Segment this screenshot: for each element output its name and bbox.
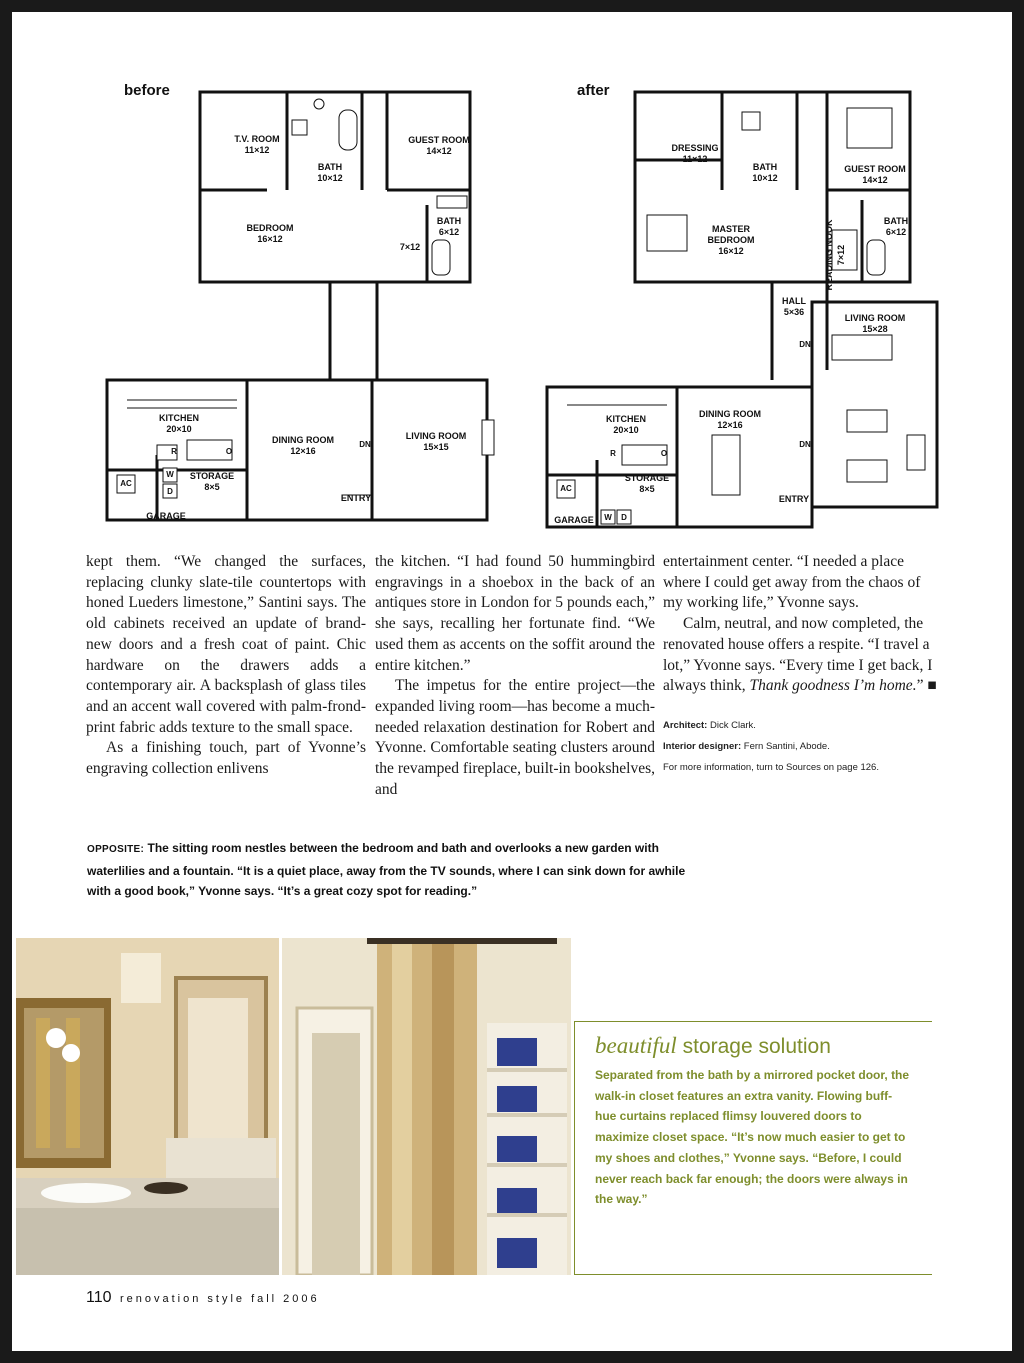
article-column-1 xyxy=(86,552,366,780)
architect-credit: Architect: Dick Clark. xyxy=(663,719,756,731)
sidebar-title xyxy=(595,1034,912,1059)
publication-name: renovation style fall 2006 xyxy=(119,1293,320,1305)
before-entry-label: ENTRY xyxy=(340,493,372,503)
after-dining-size: 12×16 xyxy=(717,420,743,430)
after-kitchen-label: KITCHEN xyxy=(606,414,646,424)
tv-room-size: 11×12 xyxy=(244,145,270,155)
dressing-size: 11×12 xyxy=(682,154,708,164)
after-storage-label: STORAGE xyxy=(624,473,670,483)
before-r-label: R xyxy=(171,447,177,456)
reading-nook-size: 7×12 xyxy=(836,244,846,266)
after-guest-room-label: GUEST ROOM xyxy=(844,164,906,174)
bathroom-vanity-photo xyxy=(16,938,279,1275)
walk-in-closet-illustration xyxy=(282,938,571,1275)
col3-paragraph-2 xyxy=(663,614,943,697)
before-guest-room-label: GUEST ROOM xyxy=(408,135,470,145)
before-o-label: O xyxy=(225,447,233,456)
after-dn-label-2: DN xyxy=(799,440,811,449)
after-floor-plan xyxy=(527,90,947,530)
after-o-label: O xyxy=(660,449,668,458)
sidebar-title-script: beautiful xyxy=(595,1033,677,1058)
col3-end-mark: ” ■ xyxy=(916,677,937,695)
before-ac-label: AC xyxy=(120,479,132,488)
dressing-label: DRESSING xyxy=(671,143,719,153)
after-dining-label: DINING ROOM xyxy=(699,409,761,419)
before-small-bath-label: BATH xyxy=(436,216,462,226)
before-kitchen-size: 20×10 xyxy=(166,424,192,434)
before-dining-label: DINING ROOM xyxy=(272,435,334,445)
before-plan-label: before xyxy=(124,82,170,99)
col3-paragraph-1: entertainment center. “I needed a place where I could get away from the chaos of my working life,” Yvonne says. xyxy=(663,553,921,612)
before-small-bath-size: 6×12 xyxy=(438,227,460,237)
col2-paragraph-1: the kitchen. “I had found 50 hummingbird engravings in a shoebox in the back of an antiques store in London for 5 pounds each,” she says, recalling her fortunate find. “We used them as accents on the soffit around the entire kitchen.” xyxy=(375,553,655,674)
designer-credit: Interior designer: Fern Santini, Abode. xyxy=(663,740,830,752)
before-d-label: D xyxy=(167,487,173,496)
before-hall-size: 7×12 xyxy=(399,242,421,252)
after-living-size: 15×28 xyxy=(862,324,888,334)
sources-note: For more information, turn to Sources on page 126. xyxy=(663,761,879,773)
before-storage-size: 8×5 xyxy=(204,482,220,492)
walk-in-closet-photo xyxy=(282,938,571,1275)
after-living-label: LIVING ROOM xyxy=(844,313,906,323)
col3-paragraph-2-text: Calm, neutral, and now completed, the renovated house offers a respite. “I travel a lot,” Yvonne says. “Every time I get back, I always think, xyxy=(663,615,933,695)
before-dining-size: 12×16 xyxy=(290,446,316,456)
before-bath-size: 10×12 xyxy=(317,173,343,183)
sidebar-title-rest: storage solution xyxy=(676,1035,831,1058)
after-ac-label: AC xyxy=(560,484,572,493)
master-bedroom-label: BEDROOM xyxy=(707,235,755,245)
article-column-2 xyxy=(375,552,655,800)
magazine-page xyxy=(12,12,1012,1351)
photo-caption xyxy=(87,838,697,902)
before-garage-label: GARAGE xyxy=(146,511,186,521)
article-column-3 xyxy=(663,552,943,774)
after-w-label: W xyxy=(604,513,612,522)
before-living-size: 15×15 xyxy=(423,442,449,452)
after-garage-label: GARAGE xyxy=(554,515,594,525)
before-floor-plan xyxy=(87,90,507,530)
before-dn-label: DN xyxy=(359,440,371,449)
caption-lead: OPPOSITE: xyxy=(87,844,145,855)
after-storage-size: 8×5 xyxy=(639,484,655,494)
after-dn-label-1: DN xyxy=(799,340,811,349)
before-bath-label: BATH xyxy=(317,162,343,172)
after-entry-label: ENTRY xyxy=(778,494,810,504)
sidebar-body: Separated from the bath by a mirrored pocket door, the walk-in closet features an extra vanity. Flowing buff-hue curtains replaced flimsy louvered doors to maximize closet space. “It’s now much easier to get to my shoes and clothes,” Yvonne says. “Before, I could never reach back far enough; the doors were always in the way.” xyxy=(595,1068,910,1207)
after-kitchen-size: 20×10 xyxy=(613,425,639,435)
after-small-bath-label: BATH xyxy=(883,216,909,226)
bedroom-label: BEDROOM xyxy=(246,223,294,233)
hall-label: HALL xyxy=(782,296,806,306)
reading-nook-label: READING NOOK xyxy=(824,219,834,291)
before-storage-label: STORAGE xyxy=(189,471,235,481)
after-d-label: D xyxy=(621,513,627,522)
tv-room-label: T.V. ROOM xyxy=(234,134,280,144)
after-r-label: R xyxy=(610,449,616,458)
after-bath-label: BATH xyxy=(752,162,778,172)
col2-paragraph-2: The impetus for the entire project—the expanded living room—has become a much-needed relaxation destination for Robert and Yvonne. Comfortable seating clusters around the revamped fireplace, built-in bookshelves, and xyxy=(375,677,655,798)
after-guest-room-size: 14×12 xyxy=(862,175,888,185)
page-folio xyxy=(86,1289,320,1307)
before-living-label: LIVING ROOM xyxy=(405,431,467,441)
before-kitchen-label: KITCHEN xyxy=(159,413,199,423)
before-guest-room-size: 14×12 xyxy=(426,146,452,156)
before-w-label: W xyxy=(166,470,174,479)
col1-paragraph-1: kept them. “We changed the surfaces, replacing clunky slate-tile countertops with honed Lueders limestone,” Santini says. The old cabinets received an update of brand-new doors and a fresh coat of paint. Chic hardware on the drawers adds a contemporary air. A backsplash of glass tiles and an accent wall covered with palm-frond-print fabric adds texture to the small space. xyxy=(86,553,366,736)
hall-size: 5×36 xyxy=(783,307,805,317)
col3-italic-text: Thank goodness I’m home. xyxy=(749,677,917,695)
after-small-bath-size: 6×12 xyxy=(885,227,907,237)
master-label: MASTER xyxy=(712,224,750,234)
after-plan-label: after xyxy=(577,82,610,99)
storage-sidebar xyxy=(574,1021,932,1275)
bathroom-vanity-illustration xyxy=(16,938,279,1275)
col1-paragraph-2: As a finishing touch, part of Yvonne’s engraving collection enlivens xyxy=(86,739,366,778)
bedroom-size: 16×12 xyxy=(257,234,283,244)
caption-text: The sitting room nestles between the bedroom and bath and overlooks a new garden with waterlilies and a fountain. “It is a quiet place, away from the TV sounds, where I can sink down for awhile with a good book,” Yvonne says. “It’s a great cozy spot for reading.” xyxy=(87,841,686,898)
master-size: 16×12 xyxy=(718,246,744,256)
page-number: 110 xyxy=(86,1289,112,1306)
after-bath-size: 10×12 xyxy=(752,173,778,183)
